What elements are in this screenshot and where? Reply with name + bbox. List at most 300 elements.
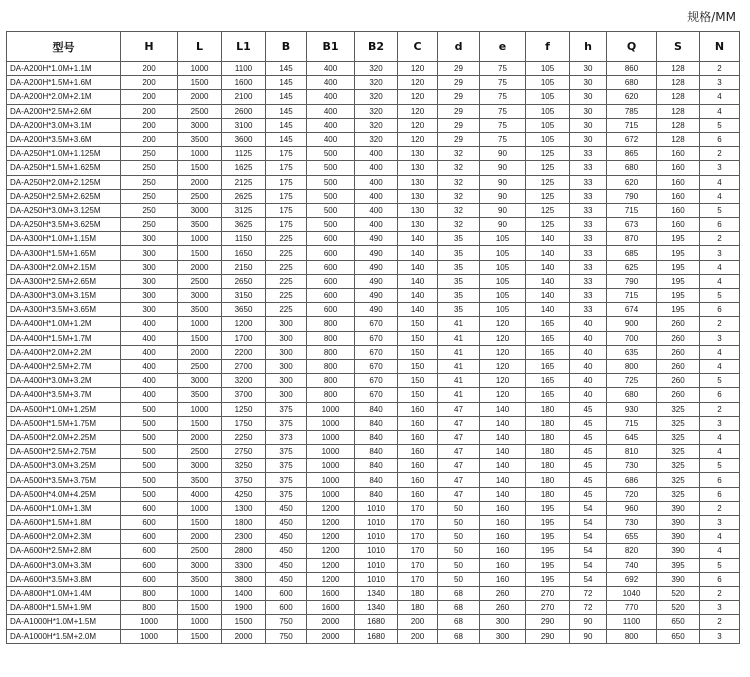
table-row — [7, 586, 740, 600]
value-cell: 2 — [700, 615, 740, 629]
value-cell: 320 — [355, 132, 398, 146]
value-cell: 54 — [570, 501, 607, 515]
table-row — [7, 572, 740, 586]
value-cell: 635 — [607, 345, 657, 359]
value-cell: 33 — [570, 289, 607, 303]
value-cell: 670 — [355, 388, 398, 402]
value-cell: 50 — [438, 544, 480, 558]
value-cell: 672 — [607, 132, 657, 146]
value-cell: 1500 — [178, 601, 222, 615]
value-cell: 2150 — [222, 260, 266, 274]
value-cell: 33 — [570, 274, 607, 288]
value-cell: 175 — [266, 203, 307, 217]
value-cell: 120 — [398, 118, 438, 132]
value-cell: 500 — [307, 203, 355, 217]
column-header: B1 — [307, 32, 355, 62]
value-cell: 650 — [657, 615, 700, 629]
value-cell: 3 — [700, 76, 740, 90]
value-cell: 820 — [607, 544, 657, 558]
value-cell: 3500 — [178, 572, 222, 586]
value-cell: 180 — [398, 601, 438, 615]
value-cell: 500 — [121, 445, 178, 459]
value-cell: 160 — [657, 218, 700, 232]
value-cell: 150 — [398, 331, 438, 345]
value-cell: 47 — [438, 487, 480, 501]
value-cell: 3 — [700, 246, 740, 260]
value-cell: 45 — [570, 402, 607, 416]
table-row — [7, 445, 740, 459]
value-cell: 4 — [700, 175, 740, 189]
table-row — [7, 331, 740, 345]
value-cell: 4 — [700, 104, 740, 118]
value-cell: 3000 — [178, 374, 222, 388]
table-row — [7, 459, 740, 473]
value-cell: 35 — [438, 260, 480, 274]
value-cell: 225 — [266, 232, 307, 246]
model-cell: DA-A1000H*1.0M+1.5M — [7, 615, 121, 629]
column-header: f — [526, 32, 570, 62]
value-cell: 800 — [307, 331, 355, 345]
value-cell: 770 — [607, 601, 657, 615]
value-cell: 375 — [266, 487, 307, 501]
table-row — [7, 147, 740, 161]
value-cell: 90 — [480, 203, 526, 217]
value-cell: 140 — [480, 487, 526, 501]
value-cell: 128 — [657, 90, 700, 104]
value-cell: 47 — [438, 402, 480, 416]
table-row — [7, 530, 740, 544]
value-cell: 30 — [570, 76, 607, 90]
value-cell: 33 — [570, 303, 607, 317]
column-header: d — [438, 32, 480, 62]
value-cell: 670 — [355, 359, 398, 373]
value-cell: 4 — [700, 544, 740, 558]
value-cell: 29 — [438, 132, 480, 146]
value-cell: 300 — [121, 303, 178, 317]
value-cell: 150 — [398, 374, 438, 388]
value-cell: 840 — [355, 473, 398, 487]
model-cell: DA-A400H*2.5M+2.7M — [7, 359, 121, 373]
value-cell: 3000 — [178, 558, 222, 572]
value-cell: 160 — [398, 445, 438, 459]
value-cell: 120 — [398, 132, 438, 146]
value-cell: 1500 — [178, 331, 222, 345]
value-cell: 165 — [526, 359, 570, 373]
value-cell: 41 — [438, 359, 480, 373]
value-cell: 1150 — [222, 232, 266, 246]
value-cell: 29 — [438, 104, 480, 118]
value-cell: 130 — [398, 189, 438, 203]
value-cell: 1500 — [178, 246, 222, 260]
value-cell: 105 — [480, 274, 526, 288]
table-row — [7, 615, 740, 629]
value-cell: 785 — [607, 104, 657, 118]
value-cell: 3100 — [222, 118, 266, 132]
value-cell: 600 — [307, 303, 355, 317]
value-cell: 2 — [700, 62, 740, 76]
unit-label: 规格/MM — [687, 10, 736, 24]
value-cell: 2 — [700, 501, 740, 515]
value-cell: 120 — [480, 317, 526, 331]
value-cell: 41 — [438, 374, 480, 388]
model-cell: DA-A250H*2.5M+2.625M — [7, 189, 121, 203]
value-cell: 75 — [480, 76, 526, 90]
value-cell: 2200 — [222, 345, 266, 359]
value-cell: 1010 — [355, 516, 398, 530]
value-cell: 1000 — [121, 629, 178, 643]
value-cell: 840 — [355, 402, 398, 416]
value-cell: 50 — [438, 530, 480, 544]
value-cell: 33 — [570, 232, 607, 246]
value-cell: 810 — [607, 445, 657, 459]
value-cell: 145 — [266, 90, 307, 104]
value-cell: 120 — [398, 76, 438, 90]
value-cell: 3700 — [222, 388, 266, 402]
value-cell: 2 — [700, 232, 740, 246]
value-cell: 1600 — [222, 76, 266, 90]
value-cell: 125 — [526, 147, 570, 161]
value-cell: 1000 — [307, 445, 355, 459]
value-cell: 3500 — [178, 218, 222, 232]
value-cell: 1000 — [121, 615, 178, 629]
value-cell: 390 — [657, 572, 700, 586]
value-cell: 200 — [398, 629, 438, 643]
value-cell: 195 — [657, 246, 700, 260]
value-cell: 75 — [480, 62, 526, 76]
value-cell: 700 — [607, 331, 657, 345]
table-row — [7, 161, 740, 175]
value-cell: 625 — [607, 260, 657, 274]
value-cell: 2000 — [178, 260, 222, 274]
model-cell: DA-A300H*2.0M+2.15M — [7, 260, 121, 274]
value-cell: 2000 — [222, 629, 266, 643]
value-cell: 800 — [307, 359, 355, 373]
table-row — [7, 430, 740, 444]
value-cell: 6 — [700, 572, 740, 586]
value-cell: 1500 — [222, 615, 266, 629]
value-cell: 45 — [570, 487, 607, 501]
value-cell: 680 — [607, 388, 657, 402]
value-cell: 680 — [607, 76, 657, 90]
table-row — [7, 601, 740, 615]
table-row — [7, 374, 740, 388]
value-cell: 375 — [266, 473, 307, 487]
column-header: C — [398, 32, 438, 62]
value-cell: 2000 — [307, 615, 355, 629]
value-cell: 1650 — [222, 246, 266, 260]
value-cell: 35 — [438, 246, 480, 260]
value-cell: 1000 — [178, 402, 222, 416]
value-cell: 2625 — [222, 189, 266, 203]
value-cell: 500 — [307, 175, 355, 189]
value-cell: 128 — [657, 62, 700, 76]
value-cell: 140 — [398, 232, 438, 246]
value-cell: 140 — [398, 260, 438, 274]
value-cell: 320 — [355, 90, 398, 104]
value-cell: 175 — [266, 147, 307, 161]
value-cell: 520 — [657, 601, 700, 615]
value-cell: 2000 — [178, 175, 222, 189]
value-cell: 3000 — [178, 289, 222, 303]
value-cell: 32 — [438, 175, 480, 189]
value-cell: 160 — [398, 473, 438, 487]
value-cell: 40 — [570, 359, 607, 373]
value-cell: 180 — [526, 430, 570, 444]
value-cell: 490 — [355, 232, 398, 246]
value-cell: 170 — [398, 501, 438, 515]
value-cell: 200 — [121, 76, 178, 90]
value-cell: 2700 — [222, 359, 266, 373]
value-cell: 2 — [700, 586, 740, 600]
value-cell: 4250 — [222, 487, 266, 501]
table-row — [7, 317, 740, 331]
value-cell: 840 — [355, 445, 398, 459]
value-cell: 3 — [700, 601, 740, 615]
value-cell: 300 — [266, 331, 307, 345]
value-cell: 200 — [121, 132, 178, 146]
table-row — [7, 501, 740, 515]
value-cell: 140 — [480, 473, 526, 487]
value-cell: 6 — [700, 388, 740, 402]
value-cell: 140 — [480, 459, 526, 473]
value-cell: 105 — [480, 303, 526, 317]
value-cell: 390 — [657, 544, 700, 558]
value-cell: 90 — [480, 189, 526, 203]
value-cell: 500 — [121, 402, 178, 416]
value-cell: 40 — [570, 331, 607, 345]
value-cell: 300 — [266, 374, 307, 388]
value-cell: 140 — [398, 289, 438, 303]
value-cell: 375 — [266, 402, 307, 416]
value-cell: 1000 — [307, 487, 355, 501]
value-cell: 800 — [307, 317, 355, 331]
table-row — [7, 303, 740, 317]
value-cell: 145 — [266, 104, 307, 118]
table-row — [7, 132, 740, 146]
value-cell: 145 — [266, 76, 307, 90]
value-cell: 150 — [398, 317, 438, 331]
value-cell: 500 — [121, 473, 178, 487]
value-cell: 2000 — [178, 90, 222, 104]
value-cell: 180 — [526, 473, 570, 487]
value-cell: 3 — [700, 416, 740, 430]
model-cell: DA-A600H*3.5M+3.8M — [7, 572, 121, 586]
value-cell: 90 — [570, 615, 607, 629]
value-cell: 3650 — [222, 303, 266, 317]
value-cell: 450 — [266, 516, 307, 530]
value-cell: 2000 — [178, 430, 222, 444]
model-cell: DA-A500H*3.0M+3.25M — [7, 459, 121, 473]
value-cell: 325 — [657, 445, 700, 459]
value-cell: 400 — [355, 189, 398, 203]
value-cell: 645 — [607, 430, 657, 444]
model-cell: DA-A250H*1.0M+1.125M — [7, 147, 121, 161]
value-cell: 1200 — [307, 516, 355, 530]
value-cell: 195 — [657, 232, 700, 246]
value-cell: 33 — [570, 189, 607, 203]
value-cell: 670 — [355, 345, 398, 359]
value-cell: 160 — [657, 161, 700, 175]
model-cell: DA-A300H*3.5M+3.65M — [7, 303, 121, 317]
value-cell: 130 — [398, 175, 438, 189]
value-cell: 685 — [607, 246, 657, 260]
value-cell: 3500 — [178, 473, 222, 487]
value-cell: 390 — [657, 516, 700, 530]
value-cell: 600 — [121, 572, 178, 586]
value-cell: 2650 — [222, 274, 266, 288]
value-cell: 300 — [266, 345, 307, 359]
value-cell: 33 — [570, 203, 607, 217]
value-cell: 41 — [438, 388, 480, 402]
value-cell: 195 — [526, 530, 570, 544]
value-cell: 750 — [266, 615, 307, 629]
value-cell: 1000 — [178, 586, 222, 600]
value-cell: 4 — [700, 90, 740, 104]
value-cell: 145 — [266, 132, 307, 146]
value-cell: 325 — [657, 416, 700, 430]
model-cell: DA-A500H*1.5M+1.75M — [7, 416, 121, 430]
value-cell: 2500 — [178, 445, 222, 459]
value-cell: 140 — [398, 246, 438, 260]
model-cell: DA-A200H*3.0M+3.1M — [7, 118, 121, 132]
value-cell: 500 — [307, 161, 355, 175]
value-cell: 160 — [480, 558, 526, 572]
value-cell: 715 — [607, 203, 657, 217]
value-cell: 150 — [398, 359, 438, 373]
value-cell: 600 — [121, 558, 178, 572]
column-header: B — [266, 32, 307, 62]
value-cell: 300 — [480, 629, 526, 643]
value-cell: 325 — [657, 459, 700, 473]
value-cell: 400 — [307, 76, 355, 90]
table-row — [7, 516, 740, 530]
value-cell: 3000 — [178, 203, 222, 217]
value-cell: 130 — [398, 218, 438, 232]
value-cell: 54 — [570, 544, 607, 558]
value-cell: 3200 — [222, 374, 266, 388]
value-cell: 68 — [438, 629, 480, 643]
value-cell: 2500 — [178, 274, 222, 288]
value-cell: 47 — [438, 473, 480, 487]
value-cell: 300 — [121, 274, 178, 288]
value-cell: 2500 — [178, 189, 222, 203]
value-cell: 72 — [570, 601, 607, 615]
value-cell: 32 — [438, 203, 480, 217]
value-cell: 29 — [438, 62, 480, 76]
value-cell: 500 — [121, 459, 178, 473]
value-cell: 35 — [438, 274, 480, 288]
value-cell: 125 — [526, 175, 570, 189]
value-cell: 180 — [398, 586, 438, 600]
value-cell: 105 — [526, 62, 570, 76]
value-cell: 320 — [355, 118, 398, 132]
value-cell: 30 — [570, 118, 607, 132]
value-cell: 250 — [121, 203, 178, 217]
value-cell: 75 — [480, 104, 526, 118]
value-cell: 5 — [700, 203, 740, 217]
value-cell: 400 — [307, 62, 355, 76]
value-cell: 1800 — [222, 516, 266, 530]
value-cell: 6 — [700, 487, 740, 501]
value-cell: 300 — [121, 232, 178, 246]
value-cell: 170 — [398, 516, 438, 530]
value-cell: 90 — [480, 161, 526, 175]
table-row — [7, 274, 740, 288]
value-cell: 2500 — [178, 544, 222, 558]
value-cell: 2 — [700, 147, 740, 161]
value-cell: 33 — [570, 246, 607, 260]
model-cell: DA-A400H*3.0M+3.2M — [7, 374, 121, 388]
value-cell: 160 — [398, 459, 438, 473]
value-cell: 1500 — [178, 161, 222, 175]
column-header: 型号 — [7, 32, 121, 62]
value-cell: 670 — [355, 331, 398, 345]
model-cell: DA-A600H*1.0M+1.3M — [7, 501, 121, 515]
value-cell: 692 — [607, 572, 657, 586]
value-cell: 1000 — [307, 430, 355, 444]
value-cell: 400 — [355, 147, 398, 161]
value-cell: 3000 — [178, 118, 222, 132]
value-cell: 1000 — [178, 147, 222, 161]
value-cell: 2600 — [222, 104, 266, 118]
value-cell: 290 — [526, 629, 570, 643]
value-cell: 75 — [480, 118, 526, 132]
value-cell: 47 — [438, 430, 480, 444]
value-cell: 68 — [438, 601, 480, 615]
value-cell: 160 — [480, 572, 526, 586]
value-cell: 1000 — [178, 501, 222, 515]
value-cell: 1200 — [307, 501, 355, 515]
value-cell: 50 — [438, 516, 480, 530]
value-cell: 145 — [266, 62, 307, 76]
value-cell: 325 — [657, 430, 700, 444]
value-cell: 490 — [355, 303, 398, 317]
value-cell: 450 — [266, 572, 307, 586]
value-cell: 260 — [657, 388, 700, 402]
value-cell: 3 — [700, 629, 740, 643]
value-cell: 1300 — [222, 501, 266, 515]
value-cell: 130 — [398, 147, 438, 161]
value-cell: 260 — [657, 374, 700, 388]
value-cell: 1600 — [307, 601, 355, 615]
value-cell: 128 — [657, 132, 700, 146]
value-cell: 32 — [438, 161, 480, 175]
model-cell: DA-A300H*1.5M+1.65M — [7, 246, 121, 260]
value-cell: 800 — [307, 374, 355, 388]
value-cell: 29 — [438, 90, 480, 104]
value-cell: 1340 — [355, 601, 398, 615]
value-cell: 180 — [526, 459, 570, 473]
value-cell: 290 — [526, 615, 570, 629]
value-cell: 1010 — [355, 558, 398, 572]
value-cell: 1500 — [178, 416, 222, 430]
value-cell: 120 — [480, 359, 526, 373]
value-cell: 3600 — [222, 132, 266, 146]
table-header-row — [7, 32, 740, 62]
value-cell: 960 — [607, 501, 657, 515]
value-cell: 145 — [266, 118, 307, 132]
value-cell: 930 — [607, 402, 657, 416]
model-cell: DA-A250H*3.0M+3.125M — [7, 203, 121, 217]
model-cell: DA-A200H*1.0M+1.1M — [7, 62, 121, 76]
value-cell: 3000 — [178, 459, 222, 473]
value-cell: 3 — [700, 516, 740, 530]
value-cell: 72 — [570, 586, 607, 600]
value-cell: 1000 — [178, 317, 222, 331]
value-cell: 600 — [307, 232, 355, 246]
value-cell: 150 — [398, 388, 438, 402]
value-cell: 2100 — [222, 90, 266, 104]
